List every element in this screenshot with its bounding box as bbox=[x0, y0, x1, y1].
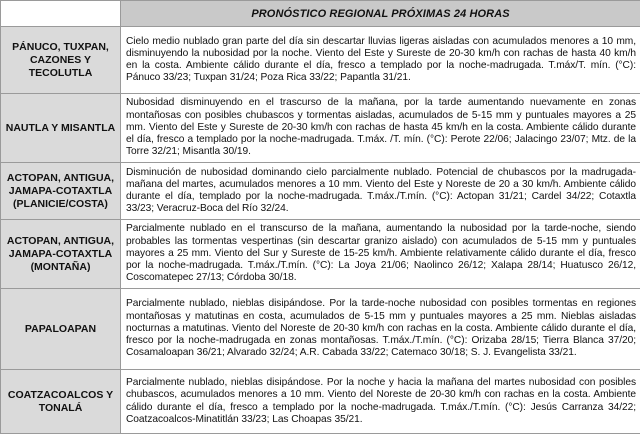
region-name: PAPALOAPAN bbox=[1, 289, 121, 370]
region-forecast: Parcialmente nublado, nieblas disipándose. Por la noche y hacia la mañana del martes nubosidad con posibles chubascos, acumulados menores a 10 mm. Viento del Noreste de 20-30 km/h con rachas en la costa. Ambiente cálido durante el día, fresco a templado por la noche-madrugada. T.máx./T.mín. (°C): Jesús Carranza 34/22; Coatzacoalcos-Minatitlán 33/23; Las Choapas 35/21. bbox=[121, 370, 640, 434]
table-row bbox=[1, 220, 640, 289]
region-forecast: Disminución de nubosidad dominando cielo parcialmente nublado. Potencial de chubascos por la madrugada-mañana del martes, acumulados menores a 10 mm. Viento del Este y Noreste de 20 a 30 km/h. Ambiente cálido durante el día, templado por la noche-madrugada. T.máx./T.mín. (°C): Actopan 31/21; Cardel 34/22; Cotaxtla 33/23; Veracruz-Boca del Río 32/24. bbox=[121, 163, 640, 220]
region-name: COATZACOALCOS Y TONALÁ bbox=[1, 370, 121, 434]
region-name: NAUTLA Y MISANTLA bbox=[1, 94, 121, 163]
region-forecast: Parcialmente nublado, nieblas disipándose. Por la tarde-noche nubosidad con posibles tormentas en regiones montañosas y matutinas en costa, acumulados de 5-15 mm y puntuales mayores a 25 mm. Nieblas aisladas nocturnas a matutinas. Viento del Noreste de 20-30 km/h con rachas en la costa. Ambiente cálido durante el día, fresco por la noche-madrugada en zonas montañosas. T.máx./T.mín. (°C): Orizaba 28/15; Tierra Blanca 37/20; Cosamaloapan 36/21; Alvarado 32/24; A.R. Cabada 33/22; Catemaco 30/18; S. J. Evangelista 33/21. bbox=[121, 289, 640, 370]
table-row bbox=[1, 289, 640, 370]
table-header-row bbox=[1, 1, 640, 27]
region-forecast: Parcialmente nublado en el transcurso de la mañana, aumentando la nubosidad por la tarde-noche, siendo probables las tormentas vespertinas (sin descartar granizo aislado) con acumulados de 5-15 mm y puntuales mayores a 25 mm. Viento del Sur y Sureste de 15-25 km/h. Ambiente relativamente cálido durante el día, fresco por la noche-madrugada. T.máx./T.mín. (°C): La Joya 21/06; Naolinco 26/12; Xalapa 28/14; Huatusco 26/12, Coscomatepec 27/13; Córdoba 30/18. bbox=[121, 220, 640, 289]
table-row bbox=[1, 27, 640, 94]
table-row bbox=[1, 94, 640, 163]
region-name: PÁNUCO, TUXPAN, CAZONES Y TECOLUTLA bbox=[1, 27, 121, 94]
table-row bbox=[1, 163, 640, 220]
region-forecast: Cielo medio nublado gran parte del día sin descartar lluvias ligeras aisladas con acumulados menores a 10 mm, disminuyendo la nubosidad por la noche. Viento del Este y Sureste de 20-30 km/h con rachas de hasta 40 km/h en la costa. Ambiente cálido durante el día, fresco a templado por la noche-madrugada. T.máx/T. mín. (°C): Pánuco 33/23; Tuxpan 31/24; Poza Rica 33/22; Papantla 31/21. bbox=[121, 27, 640, 94]
region-forecast: Nubosidad disminuyendo en el trascurso de la mañana, por la tarde aumentando nuevamente en zonas montañosas con posibles chubascos y tormentas aisladas, acumulados de 5-15 mm y puntuales mayores a 25 mm. Viento del Este y Sureste de 20-30 km/h con rachas de hasta 45 km/h en la costa. Ambiente cálido durante el día, fresco a templado por la noche-madrugada. T.máx. /T. mín. (°C): Perote 22/06; Jalacingo 23/07; Mtz. de la Torre 32/21; Misantla 30/19. bbox=[121, 94, 640, 163]
region-name: ACTOPAN, ANTIGUA, JAMAPA-COTAXTLA (MONTAÑA) bbox=[1, 220, 121, 289]
region-name: ACTOPAN, ANTIGUA, JAMAPA-COTAXTLA (PLANICIE/COSTA) bbox=[1, 163, 121, 220]
forecast-table-title: PRONÓSTICO REGIONAL PRÓXIMAS 24 HORAS bbox=[121, 1, 640, 27]
header-blank-cell bbox=[1, 1, 121, 27]
table-row bbox=[1, 370, 640, 434]
